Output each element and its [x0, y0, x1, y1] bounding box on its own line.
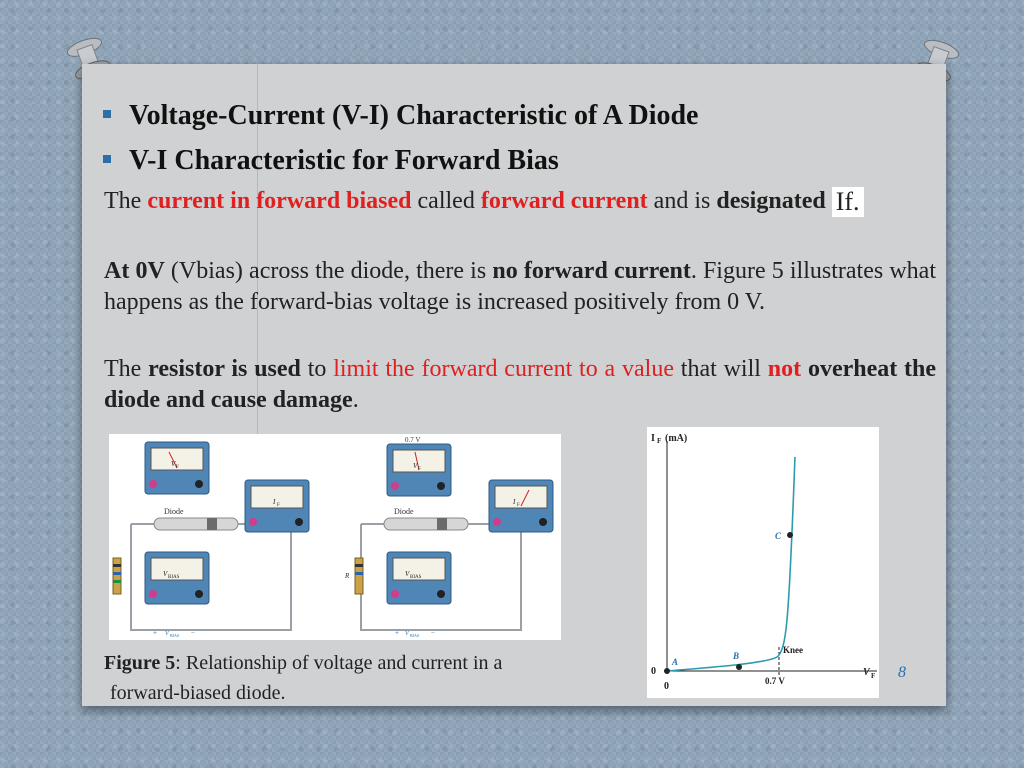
paragraph-forward-current [104, 186, 936, 217]
vbias-bottom-label: V [405, 631, 409, 637]
paragraph-zero-bias [104, 256, 936, 318]
caption-text: : Relationship of voltage and current in a [175, 652, 503, 674]
vbias-bottom-label: V [165, 631, 169, 637]
point-c-marker [787, 532, 793, 538]
highlight-text: not [767, 356, 802, 382]
y-axis-sub: F [657, 437, 662, 445]
vbias-label: V [405, 570, 410, 578]
bullet-heading-2 [103, 145, 559, 177]
point-b-marker [736, 664, 742, 670]
vf-label: V [413, 462, 418, 470]
knee-label: Knee [783, 645, 803, 655]
vf-label: V [171, 460, 176, 468]
text: The [104, 356, 149, 382]
origin-y-label: 0 [651, 666, 656, 677]
circuit-right [344, 436, 553, 638]
if-symbol: If. [832, 187, 864, 217]
text: designated [716, 188, 826, 214]
y-axis-label: I [651, 433, 655, 444]
paragraph-resistor [104, 354, 936, 416]
text: and is [647, 188, 717, 214]
text: called [411, 188, 481, 214]
bullet-2-text: V-I Characteristic for Forward Bias [129, 145, 559, 176]
text: that will [673, 356, 768, 382]
vbias-sub: BIAS [168, 575, 180, 580]
point-c-label: C [775, 531, 782, 541]
point-a-label: A [672, 657, 679, 667]
text [801, 356, 808, 382]
text: At 0V [104, 258, 165, 284]
knee-voltage-label: 0.7 V [765, 676, 785, 686]
vbias-bottom-sub: BIAS [170, 633, 180, 638]
circuit-figure [109, 434, 561, 640]
vf-sub: F [418, 467, 421, 472]
minus-sign: − [431, 629, 435, 637]
diode-label: Diode [394, 507, 414, 516]
circuit-left [113, 442, 309, 638]
text: to [300, 356, 334, 382]
text: overheat the diode and cause damage [104, 356, 937, 413]
text: no forward current [492, 258, 691, 284]
bullet-square-icon [103, 155, 111, 163]
minus-sign: − [191, 629, 195, 637]
if-sub: F [277, 503, 280, 508]
vf-sub: F [176, 465, 179, 470]
text: . [352, 387, 359, 413]
if-sub: F [517, 503, 520, 508]
plus-sign: + [395, 629, 399, 637]
plus-sign: + [153, 629, 157, 637]
vi-curve [667, 457, 795, 671]
x-axis-label: V [863, 667, 870, 678]
if-label: I [513, 498, 516, 506]
highlight-text: limit the forward current to a value [333, 356, 674, 382]
origin-x-label: 0 [664, 681, 669, 692]
point-a-marker [664, 668, 670, 674]
page-number: 8 [898, 664, 906, 681]
diode-label: Diode [164, 507, 184, 516]
caption-label: Figure 5 [104, 652, 176, 674]
resistor-label: R [345, 572, 350, 580]
vbias-bottom-sub: BIAS [410, 633, 420, 638]
voltage-reading-label: 0.7 V [405, 436, 421, 444]
highlight-text: forward current [480, 188, 648, 214]
caption-line2: forward-biased diode. [110, 682, 286, 704]
x-axis-sub: F [871, 672, 876, 680]
text: The [104, 188, 148, 214]
text: resistor is used [148, 356, 301, 382]
if-label: I [273, 498, 276, 506]
text: (Vbias) across the diode, there is [164, 258, 493, 284]
figure-caption [104, 648, 502, 708]
bullet-1-text: Voltage-Current (V-I) Characteristic of A Diode [129, 100, 699, 131]
bullet-heading-1 [103, 100, 698, 132]
point-b-label: B [733, 651, 740, 661]
text: . Figure 5 illustrates what happens as the forward-bias voltage is increased positively from 0 V. [104, 258, 936, 315]
y-axis-unit: (mA) [665, 433, 688, 444]
vbias-label: V [163, 570, 168, 578]
vbias-sub: BIAS [410, 575, 422, 580]
bullet-square-icon [103, 110, 111, 118]
highlight-text: current in forward biased [147, 188, 412, 214]
vi-characteristic-graph [647, 427, 879, 698]
